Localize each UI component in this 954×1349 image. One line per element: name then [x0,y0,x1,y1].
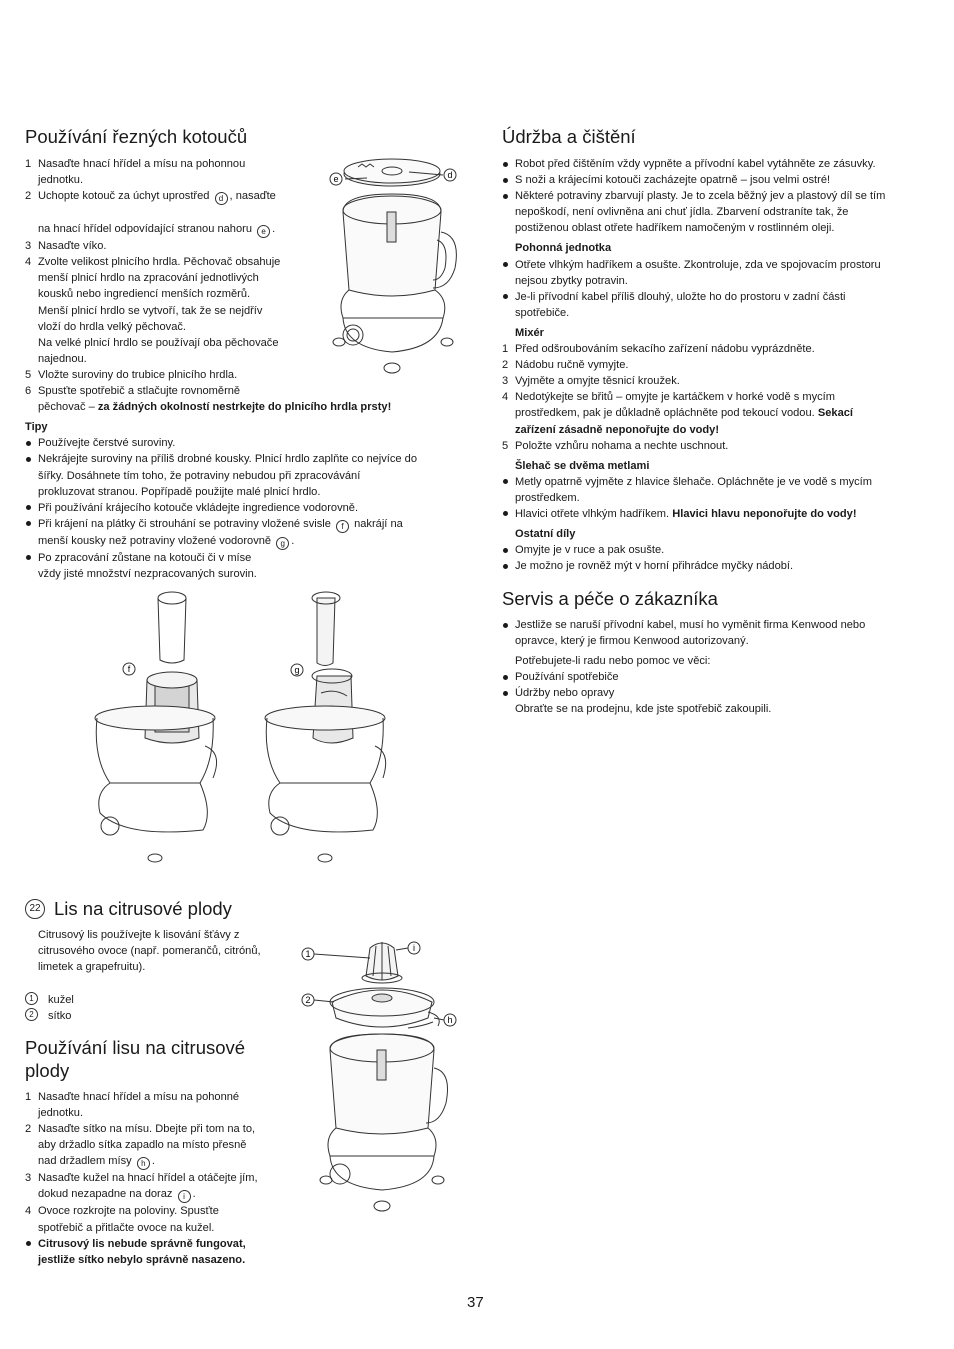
service-last: Obraťte se na prodejnu, kde jste spotřebič zakoupili. [515,703,772,716]
part-2: 2 sítko [25,1008,74,1024]
tip-3: Při používání krájecího kotouče vkládejte ingredience vodorovně. [25,500,455,516]
whisk-bullet-2: Hlavici otřete vlhkým hadříkem. Hlavici hlavu neponořujte do vody! [502,506,932,522]
section-title-cutting-discs: Používání řezných kotoučů [25,126,248,147]
ref-g: g [276,537,289,550]
fig1-label-d: d [447,170,453,180]
fig3-label-h: h [447,1015,453,1025]
fig3-label-1: 1 [305,949,311,959]
citrus-step-1: 1 Nasaďte hnací hřídel a mísu na pohonné jednotku. [25,1091,240,1120]
tip-4: Při krájení na plátky či strouhání se potraviny vložené svisle f nakrájí na menší kousky než potraviny vložené vodorovně g . [25,516,455,550]
citrus-intro: Citrusový lis používejte k lisování šťávy z citrusového ovoce (např. pomerančů, citrónů, limetek a grapefruitu). [38,929,261,974]
step-5: 5 Vložte suroviny do trubice plnicího hrdla. [25,368,238,381]
step-3: 3 Nasaďte víko. [25,240,107,253]
mixer-title: Mixér [515,326,544,339]
step-2-cont: na hnací hřídel odpovídající stranou nahoru e . [38,223,276,237]
ref-e: e [257,225,270,238]
power-unit-title: Pohonná jednotka [515,242,612,255]
ref-h: h [137,1157,150,1170]
service-content [502,617,932,718]
citrus-step-4: 4 Ovoce rozkrojte na poloviny. Spusťte spotřebič a přitlačte ovoce na kužel. [25,1205,219,1234]
step-2: 2 Uchopte kotouč za úchyt uprostřed d , nasaďte [25,190,276,204]
part-1: 1 kužel [25,992,74,1008]
tips-title: Tipy [25,421,48,434]
step-6-cont: pěchovač – za žádných okolností nestrkejte do plnicího hrdla prsty! [38,401,392,414]
fig2-label-f: f [127,664,131,674]
fig3-label-i: i [413,943,415,953]
power-bullet-1: Otřete vlhkým hadříkem a osušte. Zkontroluje, zda ve spojovacím prostoru nejsou zbytky potravin. [502,257,932,289]
step-4: 4 Zvolte velikost plnicího hrdla. Pěchovač obsahuje menší plnicí hrdlo na zpracování jednotlivých kousků nebo ingrediencí menších rozměrů. Menší plnicí hrdlo se vytvoří, tak že se nejdřív vloží do hrdla velký pěchovač. Na velké plnicí hrdlo se používají oba pěchovače najednou. [25,256,281,365]
citrus-use-steps [25,1089,315,1268]
other-parts-title: Ostatní díly [515,528,576,541]
power-bullet-2: Je-li přívodní kabel příliš dlouhý, uložte ho do prostoru v zadní části spotřebiče. [502,289,932,321]
mixer-step-1: 1 Před odšroubováním sekacího zařízení nádobu vyprázdněte. [502,343,815,356]
ref-i: i [178,1190,191,1203]
step-6: 6 Spusťte spotřebič a stlačujte rovnoměrně [25,385,241,398]
maint-bullet-3: Některé potraviny zbarvují plasty. Je to zcela běžný jev a plastový díl se tím nepoškodí, není ovlivněna ani chuť jídla. Zbarvení odstraníte tak, že postiženou oblast otřete hadříkem namočeným v rostlinném oleji. [502,188,932,236]
page-number: 37 [467,1294,484,1311]
section-number-badge: 22 [25,899,45,919]
ref-d: d [215,192,228,205]
service-bullet-2: Používání spotřebiče [502,669,932,685]
tip-2: Nekrájejte suroviny na příliš drobné kousky. Plnicí hrdlo zaplňte co nejvíce do šířky. Dosáhnete tím toho, že potraviny nebudou při zpracovávání prokluzovat stranou. Popřípadě použijte malé plnicí hrdlo. [25,451,455,499]
service-help: Potřebujete-li radu nebo pomoc ve věci: [515,655,711,668]
other-bullet-2: Je možno je rovněž mýt v horní přihrádce myčky nádobí. [502,558,932,574]
service-bullet-1: Jestliže se naruší přívodní kabel, musí ho vyměnit firma Kenwood nebo opravce, který je firmou Kenwood autorizovaný. [502,617,932,649]
section-title-maintenance: Údržba a čištění [502,126,636,147]
ref-f: f [336,520,349,533]
whisk-title: Šlehač se dvěma metlami [515,459,650,472]
section-title-citrus-press [25,897,232,920]
illustration-food-processor-disc [325,150,465,380]
mixer-step-3: 3 Vyjměte a omyjte těsnicí kroužek. [502,375,680,388]
citrus-title: Lis na citrusové plody [54,898,232,919]
mixer-step-2: 2 Nádobu ručně vymyjte. [502,359,629,372]
maint-bullet-2: S noži a krájecími kotouči zacházejte opatrně – jsou velmi ostré! [502,172,932,188]
citrus-parts-list [25,992,74,1024]
illustration-feed-tube-pushers [85,588,390,868]
whisk-bullet-1: Metly opatrně vyjměte z hlavice šlehače. Opláchněte je ve vodě s mycím prostředkem. [502,474,932,506]
fig3-label-2: 2 [305,995,311,1005]
tip-5: Po zpracování zůstane na kotouči či v míse vždy jisté množství nezpracovaných surovin. [25,550,455,582]
section-title-service: Servis a péče o zákazníka [502,588,718,609]
service-bullet-3: Údržby nebo opravy [502,685,932,701]
citrus-step-2: 2 Nasaďte sítko na mísu. Dbejte při tom na to, aby držadlo sítka zapadlo na místo přesně nad držadlem mísy h . [25,1123,256,1169]
step-1: 1 Nasaďte hnací hřídel a mísu na pohonnou jednotku. [25,158,246,187]
mixer-step-5: 5 Položte vzhůru nohama a nechte uschnout. [502,439,729,452]
fig2-label-g: g [294,665,300,675]
cutting-steps [25,156,418,582]
tip-1: Používejte čerstvé suroviny. [25,435,455,451]
citrus-step-3: 3 Nasaďte kužel na hnací hřídel a otáčejte jím, dokud nezapadne na doraz i . [25,1172,258,1202]
maintenance-content [502,156,932,574]
fig1-label-e: e [333,174,339,184]
mixer-step-4: 4 Nedotýkejte se břitů – omyjte je kartáčkem v horké vodě s mycím prostředkem, pak je důkladně opláchněte pod tekoucí vodou. Sekací zařízení zásadně neponořujte do vody! [502,391,853,436]
illustration-citrus-press [298,938,468,1218]
citrus-warning: Citrusový lis nebude správně fungovat, jestliže sítko nebylo správně nasazeno. [25,1236,315,1268]
maint-bullet-1: Robot před čištěním vždy vypněte a přívodní kabel vytáhněte ze zásuvky. [502,156,932,172]
section-title-citrus-use: Používání lisu na citrusové plody [25,1037,246,1081]
other-bullet-1: Omyjte je v ruce a pak osušte. [502,542,932,558]
